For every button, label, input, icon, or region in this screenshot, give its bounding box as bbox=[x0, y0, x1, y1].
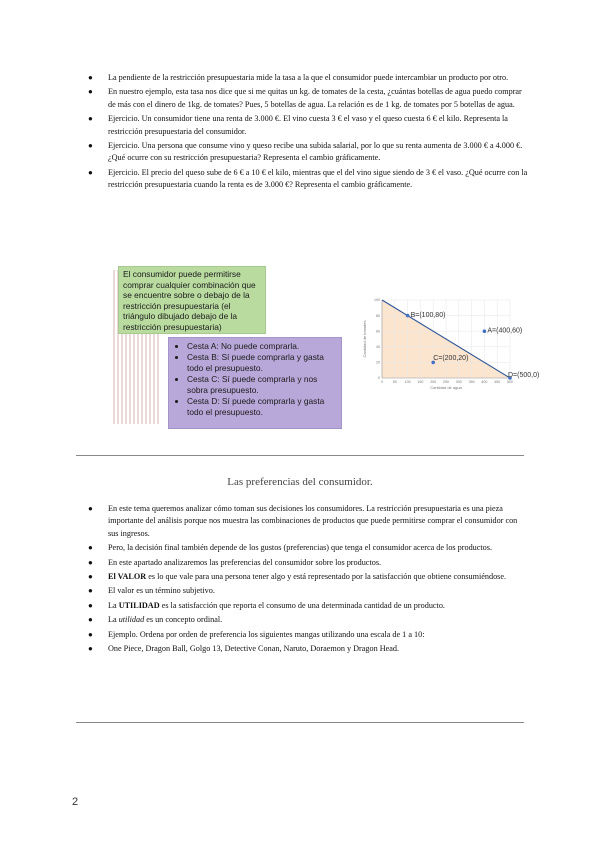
point-label-d: D=(500,0) bbox=[508, 372, 540, 379]
bullet-icon: ● bbox=[88, 644, 93, 654]
list-item: ● Ejercicio. Un consumidor tiene una renta de 3.000 €. El vino cuesta 3 € el vaso y el queso cuesta 6 € el kilo. Representa la restricción presupuestaria del consumidor. bbox=[88, 114, 508, 136]
affordable-set-note: El consumidor puede permitirse comprar cualquier combinación que se encuentre sobre o debajo de la restricción presupuestaria (el triángulo dibujado debajo de la restricción presupuestaria) bbox=[118, 266, 266, 334]
legend-item-b: • Cesta B: Sí puede comprarla y gasta todo el presupuesto. bbox=[187, 352, 335, 374]
x-tick-label: 450 bbox=[494, 380, 501, 384]
x-tick-label: 0 bbox=[381, 380, 383, 384]
point-a bbox=[483, 329, 487, 333]
section-divider bbox=[76, 455, 524, 456]
bullet-icon: ● bbox=[88, 167, 93, 177]
x-tick-label: 350 bbox=[468, 380, 475, 384]
exercise-list bbox=[88, 72, 528, 194]
list-item: ● Ejercicio. Una persona que consume vino y queso recibe una subida salarial, por lo que su renta aumenta de 3.000 € a 4.000 €. ¿Qué ocurre con su restricción presupuestaria? Representa el cambio gráficamente. bbox=[88, 141, 523, 163]
list-item: ● La pendiente de la restricción presupuestaria mide la tasa a la que el consumidor puede intercambiar un producto por otro. bbox=[88, 72, 528, 84]
y-tick-label: 0 bbox=[378, 376, 380, 381]
bullet-icon: ● bbox=[88, 504, 93, 513]
list-item: ● En nuestro ejemplo, esta tasa nos dice que si me quitas un kg. de tomates de la cesta, ¿cuántas botellas de agua puedo comprar de más con el dinero de 1kg. de tomates? Pues, 5 botellas de agua. La relación es de 1 kg. de tomates por 5 botellas de agua. bbox=[88, 87, 522, 109]
list-item: ● El VALOR es lo que vale para una persona tener algo y está representado por la satisfacción que obtiene consumiéndose. bbox=[88, 571, 528, 583]
section-title: Las preferencias del consumidor. bbox=[227, 476, 373, 488]
bullet-icon: ● bbox=[88, 600, 93, 610]
list-item: ● La UTILIDAD es la satisfacción que reporta el consumo de una determinada cantidad de un producto. bbox=[88, 600, 528, 612]
x-tick-label: 250 bbox=[443, 380, 449, 384]
bullet-icon: ● bbox=[88, 572, 93, 582]
bullet-icon: ● bbox=[88, 73, 93, 82]
x-tick-label: 400 bbox=[481, 380, 488, 384]
preferences-list bbox=[88, 503, 528, 657]
basket-legend bbox=[168, 337, 342, 429]
list-item: ● En este tema queremos analizar cómo toman sus decisiones los consumidores. La restricción presupuestaria es una pieza importante del análisis porque nos muestra las combinaciones de productos que puede permitirse comprar el consumidor con sus ingresos. bbox=[88, 504, 518, 538]
page-number: 2 bbox=[72, 796, 79, 808]
x-tick-label: 300 bbox=[455, 380, 462, 384]
legend-item-d: • Cesta D: Sí puede comprarla y gasta todo el presupuesto. bbox=[187, 396, 335, 418]
bullet-icon: ● bbox=[88, 629, 93, 639]
list-item: ● Pero, la decisión final también depende de los gustos (preferencias) que tenga el consumidor acerca de los productos. bbox=[88, 542, 528, 554]
point-b bbox=[406, 314, 410, 318]
x-axis-label: Cantidad de agua bbox=[430, 385, 462, 390]
list-item: ● En este apartado analizaremos las preferencias del consumidor sobre los productos. bbox=[88, 557, 528, 569]
bullet-icon: ● bbox=[88, 557, 93, 567]
y-tick-label: 100 bbox=[374, 298, 380, 303]
point-label-a: A=(400,60) bbox=[487, 327, 523, 335]
x-tick-label: 200 bbox=[430, 380, 437, 384]
y-axis-label: Cantidad de tomates bbox=[362, 320, 367, 358]
bullet-icon: ● bbox=[88, 87, 93, 97]
list-item: ● Ejemplo. Ordena por orden de preferencia los siguientes mangas utilizando una escala de 1 a 10: bbox=[88, 629, 528, 641]
legend-item-a: • Cesta A: No puede comprarla. bbox=[187, 341, 335, 352]
y-tick-label: 80 bbox=[376, 313, 380, 318]
x-tick-label: 100 bbox=[404, 380, 411, 384]
bullet-icon: ● bbox=[88, 615, 93, 625]
y-tick-label: 60 bbox=[376, 329, 380, 334]
list-item: ● El valor es un término subjetivo. bbox=[88, 585, 528, 597]
bullet-icon: ● bbox=[88, 543, 93, 553]
bullet-icon: ● bbox=[88, 141, 93, 151]
point-label-b: B=(100,80) bbox=[410, 312, 446, 320]
list-item: ● Ejercicio. El precio del queso sube de 6 € a 10 € el kilo, mientras que el del vino sigue siendo de 3 € el vaso. ¿Qué ocurre con la restricción presupuestaria cuando la renta es de 3.000 €? Representa el cambio gráficamente. bbox=[88, 167, 528, 190]
bullet-icon: ● bbox=[88, 114, 93, 124]
y-tick-label: 40 bbox=[376, 345, 380, 349]
budget-constraint-chart bbox=[360, 290, 540, 398]
bullet-icon: ● bbox=[88, 586, 93, 596]
x-tick-label: 50 bbox=[392, 380, 397, 384]
list-item: ● La utilidad es un concepto ordinal. bbox=[88, 614, 528, 626]
y-tick-label: 20 bbox=[376, 360, 380, 365]
x-tick-label: 150 bbox=[417, 380, 424, 384]
legend-item-c: • Cesta C: Sí puede comprarla y nos sobra presupuesto. bbox=[187, 374, 335, 396]
list-item: ● One Piece, Dragon Ball, Golgo 13, Detective Conan, Naruto, Doraemon y Dragon Head. bbox=[88, 643, 528, 655]
page-footer-divider bbox=[76, 722, 524, 723]
point-label-c: C=(200,20) bbox=[433, 354, 469, 362]
x-tick-label: 500 bbox=[507, 380, 513, 384]
